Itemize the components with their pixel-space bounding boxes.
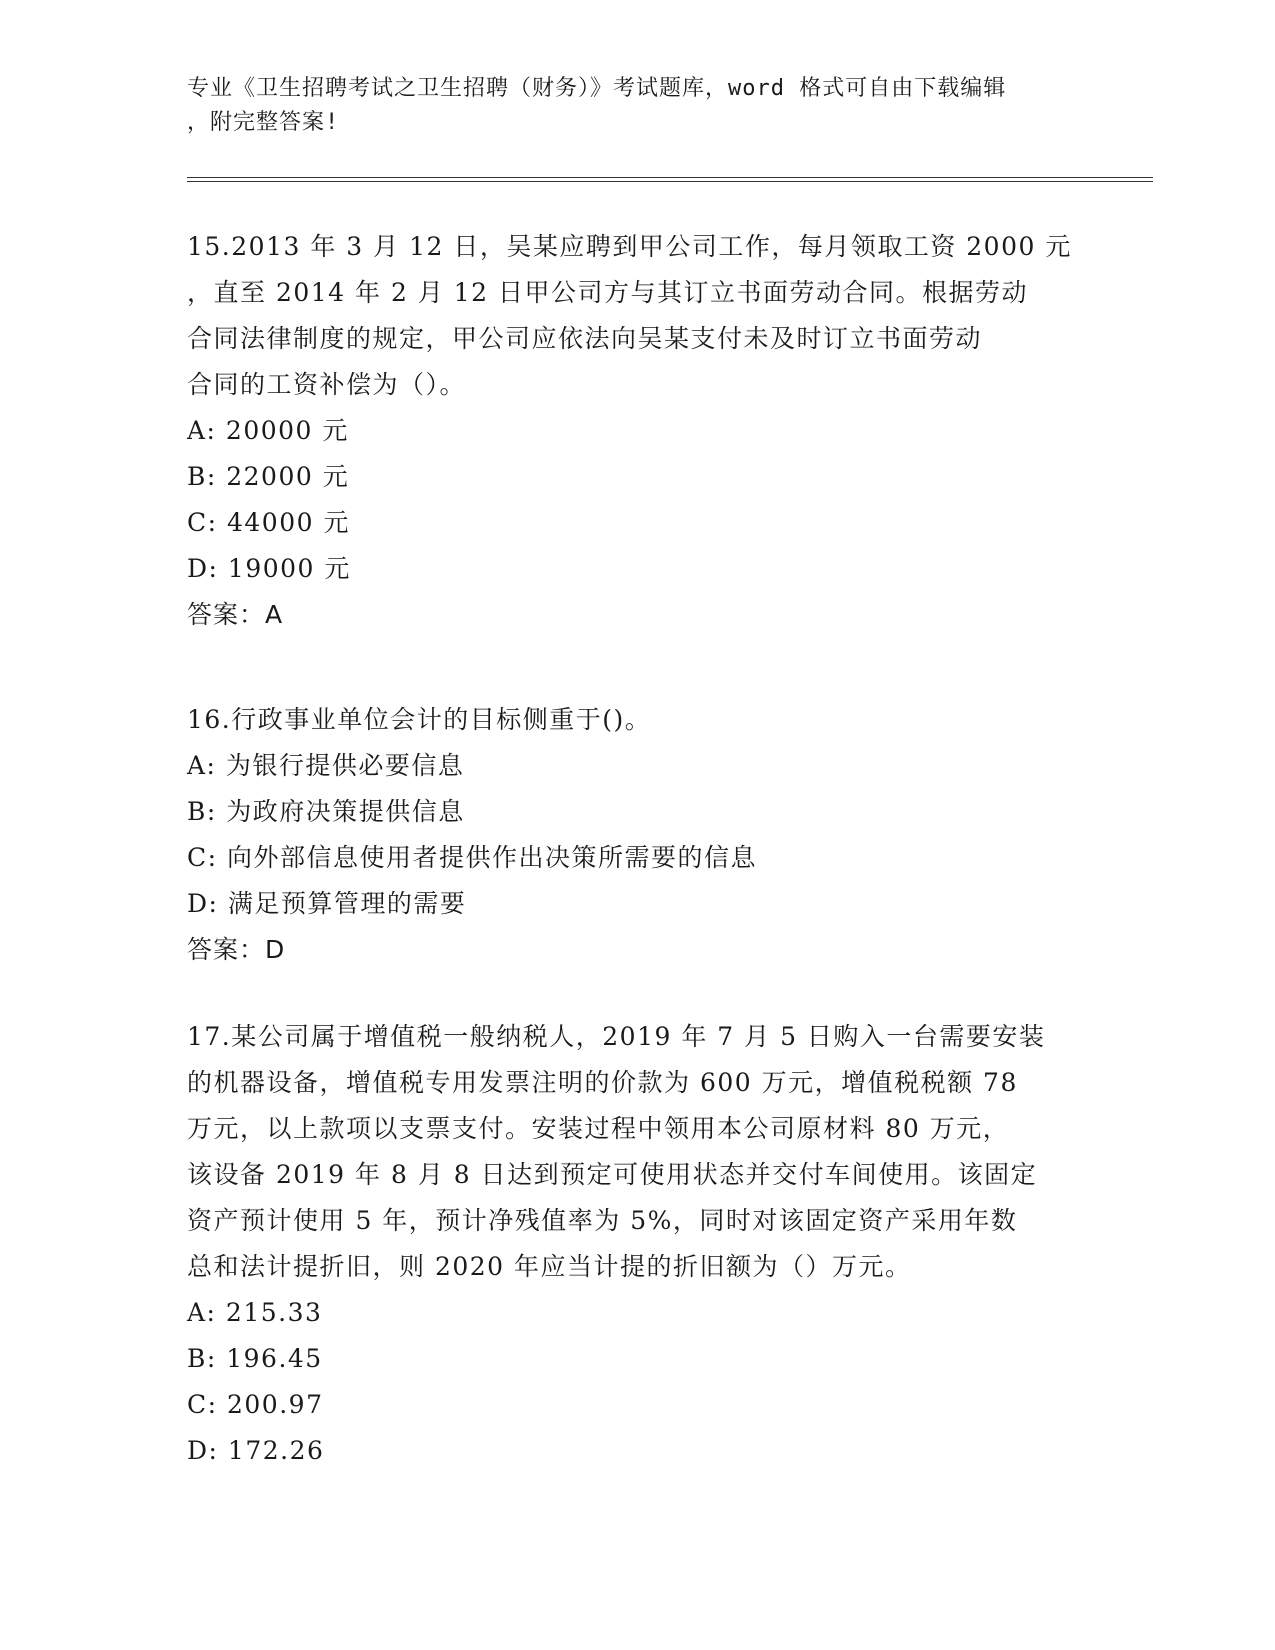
question-stem-line: 15.2013 年 3 月 12 日，吴某应聘到甲公司工作，每月领取工资 2000 元 bbox=[187, 232, 1072, 261]
header-divider bbox=[187, 177, 1153, 182]
option-b: B: 196.45 bbox=[187, 1344, 323, 1373]
question-stem-line: 该设备 2019 年 8 月 8 日达到预定可使用状态并交付车间使用。该固定 bbox=[187, 1160, 1038, 1189]
option-b: B: 22000 元 bbox=[187, 462, 350, 491]
option-a: A: 215.33 bbox=[187, 1298, 323, 1327]
question-stem-line: 合同法律制度的规定，甲公司应依法向吴某支付未及时订立书面劳动 bbox=[187, 324, 983, 353]
question-stem-line: 合同的工资补偿为（）。 bbox=[187, 370, 467, 399]
option-d: D: 172.26 bbox=[187, 1436, 325, 1465]
question-stem-line: 16.行政事业单位会计的目标侧重于()。 bbox=[187, 705, 652, 734]
option-b: B: 为政府决策提供信息 bbox=[187, 797, 465, 826]
question-17 bbox=[187, 1014, 1087, 1474]
option-c: C: 44000 元 bbox=[187, 508, 350, 537]
question-stem-line: 的机器设备，增值税专用发票注明的价款为 600 万元，增值税税额 78 bbox=[187, 1068, 1018, 1097]
question-15 bbox=[187, 224, 1087, 638]
answer: 答案：D bbox=[187, 935, 286, 964]
question-stem-line: 总和法计提折旧，则 2020 年应当计提的折旧额为（）万元。 bbox=[187, 1252, 912, 1281]
document-header bbox=[187, 72, 1067, 140]
option-c: C: 200.97 bbox=[187, 1390, 324, 1419]
option-c: C: 向外部信息使用者提供作出决策所需要的信息 bbox=[187, 843, 757, 872]
option-a: A: 为银行提供必要信息 bbox=[187, 751, 465, 780]
header-line-2: ，附完整答案! bbox=[187, 110, 340, 135]
question-stem-line: 资产预计使用 5 年，预计净残值率为 5%，同时对该固定资产采用年数 bbox=[187, 1206, 1018, 1235]
question-stem-line: ，直至 2014 年 2 月 12 日甲公司方与其订立书面劳动合同。根据劳动 bbox=[187, 278, 1029, 307]
answer: 答案：A bbox=[187, 600, 284, 629]
option-d: D: 19000 元 bbox=[187, 554, 351, 583]
question-stem-line: 万元，以上款项以支票支付。安装过程中领用本公司原材料 80 万元， bbox=[187, 1114, 1010, 1143]
question-stem-line: 17.某公司属于增值税一般纳税人，2019 年 7 月 5 日购入一台需要安装 bbox=[187, 1022, 1046, 1051]
option-d: D: 满足预算管理的需要 bbox=[187, 889, 467, 918]
question-16 bbox=[187, 697, 1087, 973]
header-line-1: 专业《卫生招聘考试之卫生招聘（财务）》考试题库，word 格式可自由下载编辑 bbox=[187, 76, 1007, 101]
option-a: A: 20000 元 bbox=[187, 416, 349, 445]
